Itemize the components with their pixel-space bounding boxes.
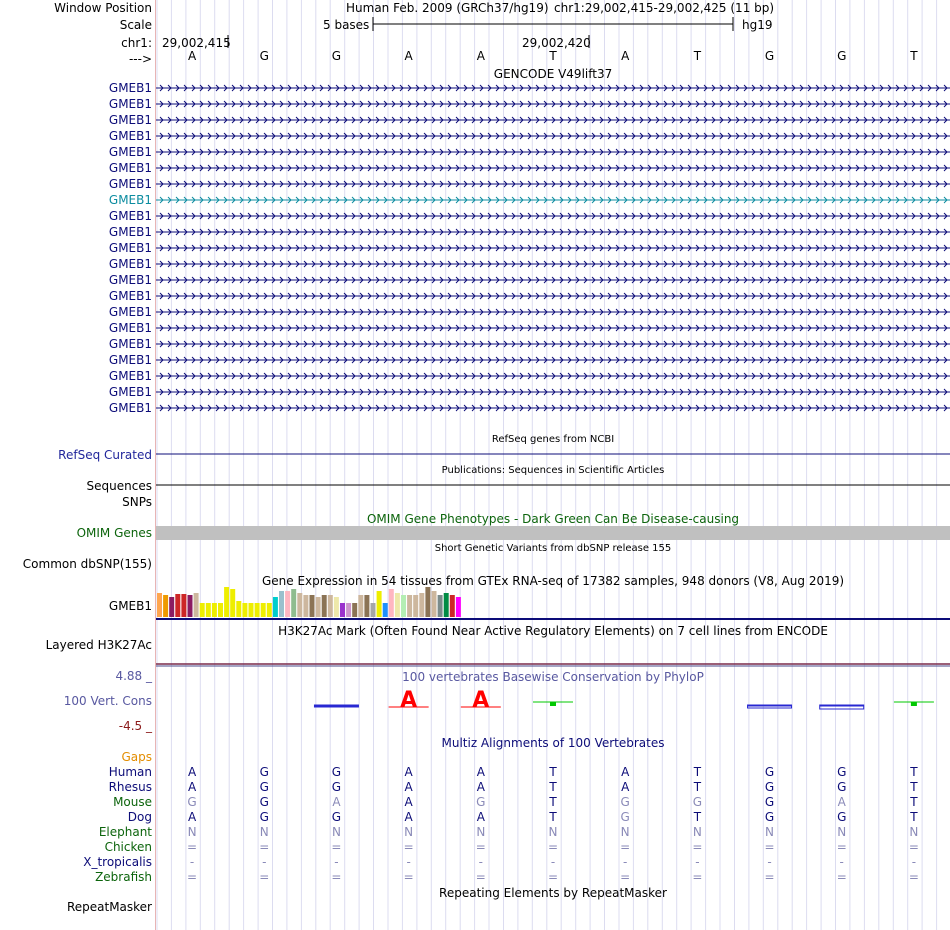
snps-track-label[interactable]: SNPs bbox=[122, 495, 152, 509]
base-letter: G bbox=[764, 49, 775, 63]
multiz-base: - bbox=[911, 855, 917, 869]
gtex-tissue-bar bbox=[273, 597, 278, 617]
gencode-transcript-label[interactable]: GMEB1 bbox=[108, 241, 152, 255]
multiz-base: A bbox=[404, 765, 413, 779]
gencode-transcript-label[interactable]: GMEB1 bbox=[108, 193, 152, 207]
multiz-base: N bbox=[404, 825, 414, 839]
phylop-letter: A bbox=[400, 688, 418, 713]
multiz-base: T bbox=[910, 765, 918, 779]
multiz-species-label[interactable]: Human bbox=[108, 765, 152, 779]
multiz-base: T bbox=[549, 810, 557, 824]
multiz-base: G bbox=[259, 810, 269, 824]
gtex-tissue-bar bbox=[322, 595, 327, 617]
gtex-tissue-bar bbox=[316, 597, 321, 617]
gtex-tissue-bar bbox=[444, 593, 449, 617]
phylop-min-label: -4.5 _ bbox=[118, 719, 152, 733]
multiz-base: N bbox=[765, 825, 775, 839]
gtex-tissue-bar bbox=[340, 603, 345, 617]
gencode-transcript-label[interactable]: GMEB1 bbox=[108, 401, 152, 415]
gtex-tissue-bar bbox=[303, 595, 308, 617]
multiz-base: = bbox=[475, 870, 486, 884]
multiz-base: A bbox=[476, 765, 485, 779]
base-letter: G bbox=[259, 49, 269, 63]
gtex-tissue-bar bbox=[255, 603, 260, 617]
gtex-tissue-bar bbox=[194, 593, 199, 617]
gtex-tissue-bar bbox=[236, 601, 241, 617]
gtex-tissue-bar bbox=[163, 595, 168, 617]
multiz-base: A bbox=[837, 795, 846, 809]
gtex-tissue-bar bbox=[456, 597, 461, 617]
gencode-transcript-label[interactable]: GMEB1 bbox=[108, 209, 152, 223]
multiz-base: N bbox=[259, 825, 269, 839]
multiz-base: = bbox=[764, 840, 775, 854]
gencode-transcript-label[interactable]: GMEB1 bbox=[108, 289, 152, 303]
gtex-tissue-bar bbox=[297, 593, 302, 617]
phylop-max-label: 4.88 _ bbox=[115, 669, 152, 683]
multiz-base: = bbox=[187, 870, 198, 884]
multiz-base: T bbox=[910, 795, 918, 809]
base-letter: A bbox=[476, 49, 485, 63]
repeatmasker-track-label[interactable]: RepeatMasker bbox=[66, 900, 152, 914]
multiz-base: - bbox=[406, 855, 411, 869]
gtex-tissue-bar bbox=[334, 597, 339, 617]
gencode-transcript-label[interactable]: GMEB1 bbox=[108, 257, 152, 271]
multiz-base: G bbox=[764, 810, 775, 824]
strand-label: ---> bbox=[128, 52, 152, 66]
gtex-tissue-bar bbox=[383, 603, 388, 617]
gtex-gene-label[interactable]: GMEB1 bbox=[108, 599, 152, 613]
base-letter: T bbox=[693, 49, 702, 63]
gencode-transcript-label[interactable]: GMEB1 bbox=[108, 321, 152, 335]
multiz-base: A bbox=[404, 795, 413, 809]
gtex-tissue-bar bbox=[242, 603, 247, 617]
multiz-base: = bbox=[331, 840, 342, 854]
coord-mid: 29,002,420 bbox=[522, 36, 591, 50]
multiz-base: N bbox=[837, 825, 847, 839]
multiz-base: = bbox=[403, 870, 414, 884]
multiz-base: N bbox=[909, 825, 919, 839]
gtex-tissue-bar bbox=[175, 594, 180, 617]
multiz-base: = bbox=[403, 840, 414, 854]
multiz-base: N bbox=[692, 825, 702, 839]
scale-db: hg19 bbox=[742, 18, 773, 32]
multiz-species-label[interactable]: Dog bbox=[127, 810, 152, 824]
gencode-transcript-label[interactable]: GMEB1 bbox=[108, 81, 152, 95]
omim-track-title: OMIM Gene Phenotypes - Dark Green Can Be Disease-causing bbox=[366, 512, 740, 526]
gtex-tissue-bar bbox=[230, 589, 235, 617]
multiz-base: G bbox=[476, 795, 486, 809]
multiz-base: - bbox=[334, 855, 339, 869]
multiz-base: - bbox=[262, 855, 267, 869]
multiz-base: = bbox=[764, 870, 775, 884]
multiz-species-label[interactable]: Rhesus bbox=[108, 780, 152, 794]
multiz-base: N bbox=[620, 825, 630, 839]
base-letter: A bbox=[187, 49, 197, 63]
gencode-transcript-label[interactable]: GMEB1 bbox=[108, 353, 152, 367]
multiz-base: - bbox=[478, 855, 483, 869]
gencode-transcript-label[interactable]: GMEB1 bbox=[108, 369, 152, 383]
gencode-transcript-label[interactable]: GMEB1 bbox=[108, 225, 152, 239]
gtex-tissue-bar bbox=[181, 594, 186, 617]
gtex-tissue-bar bbox=[377, 591, 382, 617]
multiz-base: = bbox=[547, 840, 559, 854]
refseq-track-title: RefSeq genes from NCBI bbox=[491, 434, 615, 445]
multiz-base: A bbox=[187, 780, 197, 794]
multiz-base: G bbox=[187, 795, 197, 809]
multiz-base: = bbox=[908, 840, 919, 854]
gtex-tissue-bar bbox=[261, 603, 266, 617]
gtex-tissue-bar bbox=[352, 603, 357, 617]
gtex-track-title: Gene Expression in 54 tissues from GTEx RNA-seq of 17382 samples, 948 donors (V8, Aug 2019) bbox=[261, 574, 845, 588]
multiz-base: G bbox=[259, 780, 269, 794]
gencode-transcript-label[interactable]: GMEB1 bbox=[108, 177, 152, 191]
multiz-base: A bbox=[404, 780, 413, 794]
multiz-base: A bbox=[476, 810, 485, 824]
multiz-species-label[interactable]: X_tropicalis bbox=[83, 855, 152, 869]
multiz-base: G bbox=[259, 765, 269, 779]
coord-left: 29,002,415 bbox=[162, 36, 231, 50]
multiz-species-label[interactable]: Elephant bbox=[98, 825, 152, 839]
multiz-base: = bbox=[259, 870, 270, 884]
multiz-base: G bbox=[692, 795, 703, 809]
sequences-track-label[interactable]: Sequences bbox=[86, 479, 152, 493]
gtex-tissue-bar bbox=[188, 595, 193, 617]
gtex-tissue-bar bbox=[413, 595, 418, 617]
multiz-base: - bbox=[695, 855, 700, 869]
multiz-base: G bbox=[837, 780, 847, 794]
multiz-base: T bbox=[693, 765, 702, 779]
gtex-tissue-bar bbox=[157, 593, 162, 617]
multiz-base: = bbox=[620, 840, 631, 854]
gencode-transcript-label[interactable]: GMEB1 bbox=[108, 145, 152, 159]
multiz-base: = bbox=[692, 840, 703, 854]
multiz-base: A bbox=[621, 765, 630, 779]
multiz-track-title: Multiz Alignments of 100 Vertebrates bbox=[441, 736, 665, 750]
multiz-base: A bbox=[621, 780, 630, 794]
multiz-base: G bbox=[331, 780, 342, 794]
repeatmasker-track-title: Repeating Elements by RepeatMasker bbox=[439, 886, 667, 900]
multiz-base: = bbox=[836, 840, 847, 854]
phylop-track-title: 100 vertebrates Basewise Conservation by PhyloP bbox=[402, 670, 704, 684]
gencode-transcript-label[interactable]: GMEB1 bbox=[108, 385, 152, 399]
base-letter: A bbox=[404, 49, 413, 63]
gtex-tissue-bar bbox=[206, 603, 211, 617]
refseq-track-label[interactable]: RefSeq Curated bbox=[58, 448, 152, 462]
dbsnp-track-title: Short Genetic Variants from dbSNP release 155 bbox=[434, 543, 672, 554]
gtex-tissue-bar bbox=[212, 603, 217, 617]
base-letter: A bbox=[621, 49, 630, 63]
position-range: chr1:29,002,415-29,002,425 (11 bp) bbox=[554, 1, 775, 15]
multiz-base: A bbox=[476, 780, 485, 794]
chrom-label: chr1: bbox=[121, 36, 152, 50]
base-letter: G bbox=[331, 49, 342, 63]
gencode-transcript-label[interactable]: GMEB1 bbox=[108, 129, 152, 143]
multiz-base: N bbox=[187, 825, 197, 839]
gtex-tissue-bar bbox=[291, 589, 296, 617]
phylop-pos-bar bbox=[550, 702, 556, 706]
phylop-pos-bar bbox=[911, 702, 917, 706]
gtex-tissue-bar bbox=[450, 595, 455, 617]
window-position-label: Window Position bbox=[54, 1, 152, 15]
multiz-base: G bbox=[764, 780, 775, 794]
gtex-tissue-bar bbox=[279, 591, 284, 617]
multiz-base: G bbox=[620, 795, 630, 809]
multiz-base: = bbox=[187, 840, 198, 854]
multiz-species-label[interactable]: Zebrafish bbox=[95, 870, 152, 884]
gtex-tissue-bar bbox=[169, 597, 174, 617]
base-letter: T bbox=[910, 49, 918, 63]
multiz-base: G bbox=[764, 765, 775, 779]
gtex-tissue-bar bbox=[200, 603, 205, 617]
gtex-tissue-bar bbox=[438, 595, 443, 617]
gtex-tissue-bar bbox=[389, 589, 394, 617]
multiz-base: = bbox=[908, 870, 919, 884]
multiz-base: = bbox=[547, 870, 559, 884]
phylop-track-label[interactable]: 100 Vert. Cons bbox=[63, 694, 152, 708]
gtex-tissue-bar bbox=[395, 593, 400, 617]
multiz-base: T bbox=[910, 780, 918, 794]
gencode-transcript-label[interactable]: GMEB1 bbox=[108, 97, 152, 111]
multiz-base: - bbox=[623, 855, 628, 869]
gtex-tissue-bar bbox=[310, 595, 315, 617]
multiz-base: - bbox=[767, 855, 772, 869]
multiz-base: G bbox=[331, 765, 342, 779]
gtex-tissue-bar bbox=[285, 591, 290, 617]
gtex-tissue-bar bbox=[419, 593, 424, 617]
multiz-base: G bbox=[764, 795, 775, 809]
multiz-base: T bbox=[549, 780, 557, 794]
gtex-tissue-bar bbox=[249, 603, 254, 617]
dbsnp-track-label[interactable]: Common dbSNP(155) bbox=[22, 557, 152, 571]
gtex-tissue-bar bbox=[425, 587, 430, 617]
multiz-base: T bbox=[549, 795, 557, 809]
gencode-transcript-label[interactable]: GMEB1 bbox=[108, 113, 152, 127]
gtex-tissue-bar bbox=[358, 595, 363, 617]
multiz-base: = bbox=[620, 870, 631, 884]
multiz-base: G bbox=[837, 765, 847, 779]
multiz-base: A bbox=[332, 795, 341, 809]
multiz-base: G bbox=[837, 810, 847, 824]
multiz-base: = bbox=[836, 870, 847, 884]
gencode-transcript-label[interactable]: GMEB1 bbox=[108, 337, 152, 351]
multiz-base: N bbox=[331, 825, 341, 839]
multiz-base: - bbox=[839, 855, 844, 869]
assembly-title: Human Feb. 2009 (GRCh37/hg19) bbox=[346, 1, 549, 15]
multiz-species-label[interactable]: Mouse bbox=[113, 795, 152, 809]
scale-label: Scale bbox=[119, 18, 152, 32]
gtex-tissue-bar bbox=[346, 603, 351, 617]
base-letter: G bbox=[837, 49, 847, 63]
multiz-base: N bbox=[548, 825, 558, 839]
multiz-base: - bbox=[550, 855, 556, 869]
multiz-base: T bbox=[549, 765, 557, 779]
gtex-tissue-bar bbox=[401, 595, 406, 617]
gtex-tissue-bar bbox=[218, 603, 223, 617]
publications-track-title: Publications: Sequences in Scientific Articles bbox=[441, 465, 665, 476]
gaps-label: Gaps bbox=[121, 750, 152, 764]
omim-gene-bar bbox=[156, 526, 950, 540]
multiz-base: A bbox=[404, 810, 413, 824]
gencode-track-title: GENCODE V49lift37 bbox=[493, 67, 613, 81]
multiz-base: T bbox=[693, 780, 702, 794]
multiz-base: G bbox=[259, 795, 269, 809]
gencode-transcript-label[interactable]: GMEB1 bbox=[108, 305, 152, 319]
multiz-species-label[interactable]: Chicken bbox=[104, 840, 152, 854]
gencode-transcript-label[interactable]: GMEB1 bbox=[108, 161, 152, 175]
multiz-base: = bbox=[475, 840, 486, 854]
gencode-transcript-label[interactable]: GMEB1 bbox=[108, 273, 152, 287]
base-letter: T bbox=[549, 49, 557, 63]
phylop-letter: A bbox=[472, 688, 490, 713]
multiz-base: T bbox=[910, 810, 918, 824]
omim-track-label[interactable]: OMIM Genes bbox=[76, 526, 152, 540]
multiz-base: T bbox=[693, 810, 702, 824]
gtex-tissue-bar bbox=[328, 595, 333, 617]
multiz-base: = bbox=[331, 870, 342, 884]
h3k27ac-track-title: H3K27Ac Mark (Often Found Near Active Regulatory Elements) on 7 cell lines from ENCODE bbox=[278, 624, 828, 638]
multiz-base: A bbox=[187, 810, 197, 824]
multiz-base: G bbox=[331, 810, 342, 824]
multiz-base: = bbox=[692, 870, 703, 884]
gtex-tissue-bar bbox=[371, 603, 376, 617]
gtex-tissue-bar bbox=[267, 603, 272, 617]
multiz-base: N bbox=[476, 825, 486, 839]
gtex-tissue-bar bbox=[407, 595, 412, 617]
multiz-base: G bbox=[620, 810, 630, 824]
multiz-base: - bbox=[189, 855, 195, 869]
h3k27ac-track-label[interactable]: Layered H3K27Ac bbox=[45, 638, 152, 652]
gtex-tissue-bar bbox=[432, 591, 437, 617]
multiz-base: A bbox=[187, 765, 197, 779]
multiz-base: = bbox=[259, 840, 270, 854]
gtex-tissue-bar bbox=[364, 595, 369, 617]
scale-text: 5 bases bbox=[323, 18, 370, 32]
gtex-tissue-bar bbox=[224, 587, 229, 617]
